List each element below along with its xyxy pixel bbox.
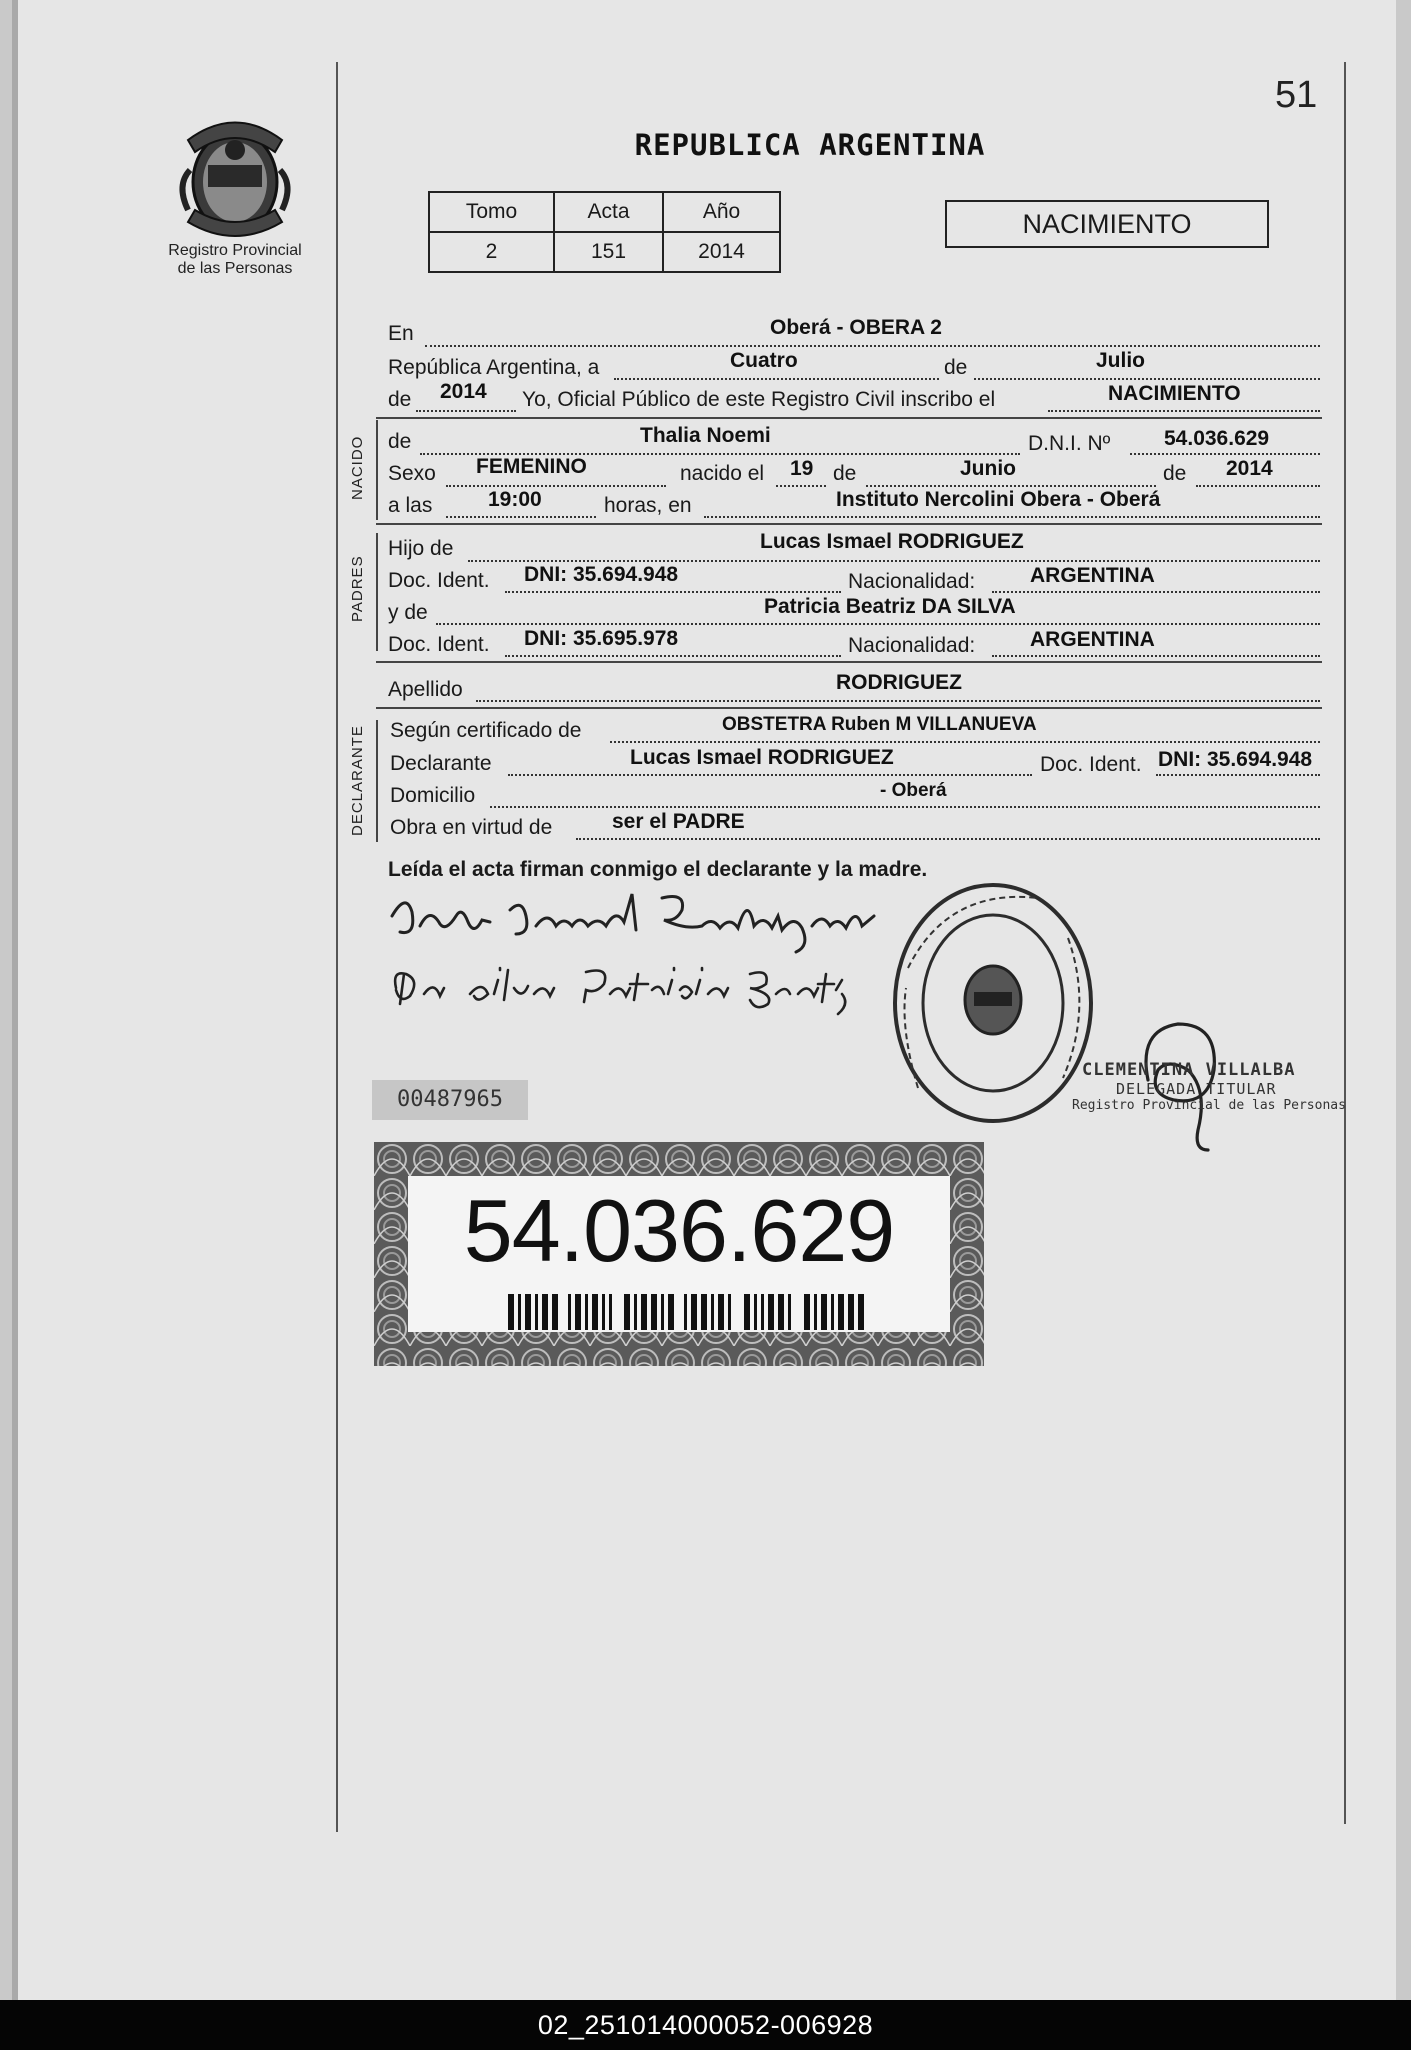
declarant-address: - Oberá (880, 780, 947, 801)
section-bracket (376, 720, 378, 842)
nacido-el-label: nacido el (680, 462, 765, 485)
dotted-line (1048, 410, 1320, 412)
dotted-line (614, 378, 939, 380)
table-header-ano: Año (663, 192, 780, 232)
child-first-names: Thalia Noemi (640, 424, 771, 447)
de-label: de (944, 356, 968, 379)
declarant-doc-label: Doc. Ident. (1040, 753, 1142, 776)
country-title: REPUBLICA ARGENTINA (634, 128, 986, 162)
table-header-tomo: Tomo (429, 192, 554, 232)
declarant-signature (386, 886, 916, 956)
dotted-line (776, 485, 826, 487)
dotted-line (425, 345, 1320, 347)
certificado-label: Según certificado de (390, 719, 582, 742)
record-type-box: NACIMIENTO (945, 200, 1269, 248)
apellido-label: Apellido (388, 678, 463, 701)
dotted-line (1196, 485, 1320, 487)
table-header-acta: Acta (554, 192, 663, 232)
dotted-line (610, 741, 1320, 743)
table-value-ano: 2014 (663, 232, 780, 272)
father-name: Lucas Ismael RODRIGUEZ (760, 530, 1024, 553)
dotted-line (508, 774, 1032, 776)
birth-month: Junio (960, 457, 1016, 480)
dotted-line (446, 485, 666, 487)
barcode (508, 1294, 868, 1330)
father-doc-label: Doc. Ident. (388, 569, 490, 592)
y-de-label: y de (388, 601, 428, 624)
dotted-line (1130, 453, 1320, 455)
republica-label: República Argentina, a (388, 356, 600, 379)
registration-event: NACIMIENTO (1108, 382, 1241, 405)
dotted-line (576, 838, 1320, 840)
dotted-line (490, 806, 1320, 808)
misiones-coat-of-arms-logo (170, 110, 300, 245)
section-bracket (376, 420, 378, 520)
certificate-issuer: OBSTETRA Ruben M VILLANUEVA (722, 714, 1037, 735)
official-role: DELEGADA TITULAR (1116, 1080, 1277, 1098)
birth-time: 19:00 (488, 488, 542, 511)
registration-day: Cuatro (730, 349, 798, 372)
horas-en-label: horas, en (604, 494, 692, 517)
section-divider (376, 523, 1322, 525)
closing-statement: Leída el acta firman conmigo el declarante y la madre. (388, 858, 928, 881)
section-bracket (376, 533, 378, 651)
birth-day: 19 (790, 457, 814, 480)
registration-year: 2014 (440, 380, 487, 403)
dotted-line (468, 560, 1320, 562)
dotted-line (866, 485, 1156, 487)
sexo-label: Sexo (388, 462, 436, 485)
father-document: DNI: 35.694.948 (524, 563, 679, 586)
mother-nationality-label: Nacionalidad: (848, 634, 976, 657)
logo-caption (150, 242, 320, 278)
child-dni: 54.036.629 (1164, 427, 1270, 450)
official-stamp-text (1072, 1060, 1346, 1113)
dotted-line (476, 700, 1320, 702)
birth-institution: Instituto Nercolini Obera - Oberá (836, 488, 1161, 511)
padres-section-label: PADRES (349, 555, 366, 622)
child-surname: RODRIGUEZ (836, 671, 962, 694)
left-margin-line (336, 62, 338, 1832)
section-divider (376, 661, 1322, 663)
birth-de-label-2: de (1163, 462, 1187, 485)
declarant-document: DNI: 35.694.948 (1158, 748, 1313, 771)
mother-document: DNI: 35.695.978 (524, 627, 679, 650)
dni-label: D.N.I. Nº (1028, 432, 1111, 455)
dotted-line (446, 516, 596, 518)
page-number: 51 (1275, 74, 1318, 116)
dotted-line (1156, 774, 1320, 776)
birth-year: 2014 (1226, 457, 1273, 480)
nacido-section-label: NACIDO (349, 435, 366, 500)
dotted-line (992, 591, 1320, 593)
dotted-line (505, 591, 841, 593)
logo-caption-line1: Registro Provincial (168, 242, 302, 259)
table-value-tomo: 2 (429, 232, 554, 272)
dotted-line (992, 655, 1320, 657)
right-margin-line (1344, 62, 1346, 1824)
father-nationality: ARGENTINA (1030, 564, 1155, 587)
dni-sticker (374, 1142, 984, 1366)
obra-label: Obra en virtud de (390, 816, 553, 839)
section-divider (376, 417, 1322, 419)
nacido-de-label: de (388, 430, 412, 453)
hijo-de-label: Hijo de (388, 537, 454, 560)
dotted-line (704, 516, 1320, 518)
declarante-section-label: DECLARANTE (349, 725, 366, 836)
scan-footer-id: 02_251014000052-006928 (0, 2000, 1411, 2050)
mother-signature (390, 960, 850, 1020)
section-divider (376, 707, 1322, 709)
tomo-acta-ano-table (428, 191, 781, 273)
dotted-line (974, 378, 1320, 380)
birth-de-label: de (833, 462, 857, 485)
logo-caption-line2: de las Personas (177, 260, 293, 277)
registration-month: Julio (1096, 349, 1146, 372)
mother-name: Patricia Beatriz DA SILVA (764, 595, 1016, 618)
dotted-line (416, 410, 516, 412)
table-value-acta: 151 (554, 232, 663, 272)
dotted-line (436, 623, 1320, 625)
officer-text: Yo, Oficial Público de este Registro Civil inscribo el (522, 388, 996, 411)
official-name: CLEMENTINA VILLALBA (1082, 1060, 1296, 1080)
serial-number: 00487965 (372, 1080, 528, 1120)
domicilio-label: Domicilio (390, 784, 476, 807)
declarante-label: Declarante (390, 752, 492, 775)
birth-place-registry: Oberá - OBERA 2 (770, 316, 942, 339)
father-nationality-label: Nacionalidad: (848, 570, 976, 593)
en-label: En (388, 322, 414, 345)
child-sex: FEMENINO (476, 455, 587, 478)
mother-nationality: ARGENTINA (1030, 628, 1155, 651)
official-organization: Registro Provincial de las Personas (1072, 1098, 1346, 1113)
dotted-line (505, 655, 841, 657)
mother-doc-label: Doc. Ident. (388, 633, 490, 656)
registry-delegation-stamp (888, 878, 1098, 1128)
sticker-label-area (408, 1176, 950, 1332)
declarant-relationship: ser el PADRE (612, 810, 745, 833)
sticker-dni-number: 54.036.629 (463, 1181, 895, 1280)
a-las-label: a las (388, 494, 433, 517)
declarant-name: Lucas Ismael RODRIGUEZ (630, 746, 894, 769)
year-prefix-label: de (388, 388, 412, 411)
